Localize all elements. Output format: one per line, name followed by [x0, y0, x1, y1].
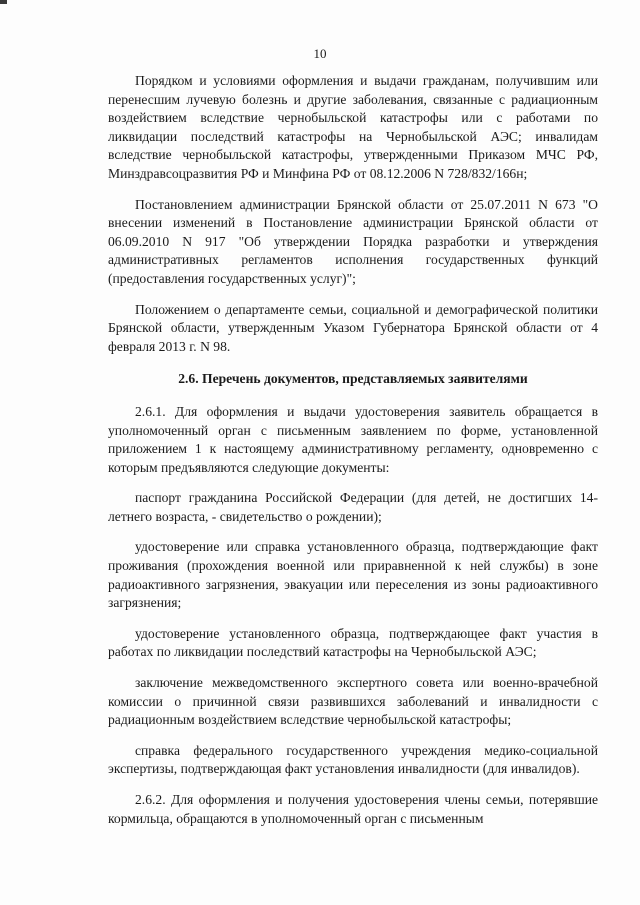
- list-item-disability-certificate: справка федерального государственного учреждения медико-социальной экспертизы, подтверждающая факт установления инвалидности (для инвалидов).: [108, 742, 598, 777]
- list-item-expert-conclusion: заключение межведомственного экспертного совета или военно-врачебной комиссии о причинной связи развившихся заболеваний и инвалидности с радиационным воздействием вследствие чернобыльской катастрофы;: [108, 675, 598, 728]
- list-item-passport: паспорт гражданина Российской Федерации (для детей, не достигших 14-летнего возраста, - свидетельство о рождении);: [108, 490, 598, 524]
- paragraph-department-regulation: Положением о департаменте семьи, социальной и демографической политики Брянской области, утвержденным Указом Губернатора Брянской области от 4 февраля 2013 г. N 98.: [108, 301, 598, 354]
- paragraph-2-6-2: 2.6.2. Для оформления и получения удостоверения члены семьи, потерявшие кормильца, обращаются в уполномоченный орган с письменным: [108, 792, 598, 826]
- scan-mark: [0, 0, 7, 4]
- list-item-residence-certificate: удостоверение или справка установленного образца, подтверждающие факт проживания (прохождения военной или приравненной к ней службы) в зоне радиоактивного загрязнения, эвакуации или переселения из зоны радиоактивного загрязнения;: [108, 539, 598, 611]
- section-heading: 2.6. Перечень документов, представляемых заявителями: [178, 371, 528, 387]
- page-number: 10: [313, 46, 327, 61]
- paragraph-bryansk-resolution: Постановлением администрации Брянской области от 25.07.2011 N 673 "О внесении изменений в Постановление администрации Брянской области от 06.09.2010 N 917 "Об утверждении Порядка разработки и утверждения административных регламентов исполнения государственных функций (предоставления государственных услуг)";: [108, 196, 598, 286]
- list-item-liquidator-certificate: удостоверение установленного образца, подтверждающее факт участия в работах по ликвидации последствий катастрофы на Чернобыльской АЭС;: [108, 625, 598, 660]
- paragraph-2-6-1: 2.6.1. Для оформления и выдачи удостоверения заявитель обращается в уполномоченный орган с письменным заявлением по форме, установленной приложением 1 к настоящему административному регламенту, одновременно с которым предъявляются следующие документы:: [108, 403, 598, 475]
- paragraph-procedure-order: Порядком и условиями оформления и выдачи гражданам, получившим или перенесшим лучевую болезнь и другие заболевания, связанные с радиационным воздействием вследствие чернобыльской катастрофы или с работами по ликвидации последствий катастрофы на Чернобыльской АЭС; инвалидам вследствие чернобыльской катастрофы, утвержденными Приказом МЧС РФ, Минздравсоцразвития РФ и Минфина РФ от 08.12.2006 N 728/832/166н;: [108, 73, 598, 181]
- document-body: [108, 72, 598, 828]
